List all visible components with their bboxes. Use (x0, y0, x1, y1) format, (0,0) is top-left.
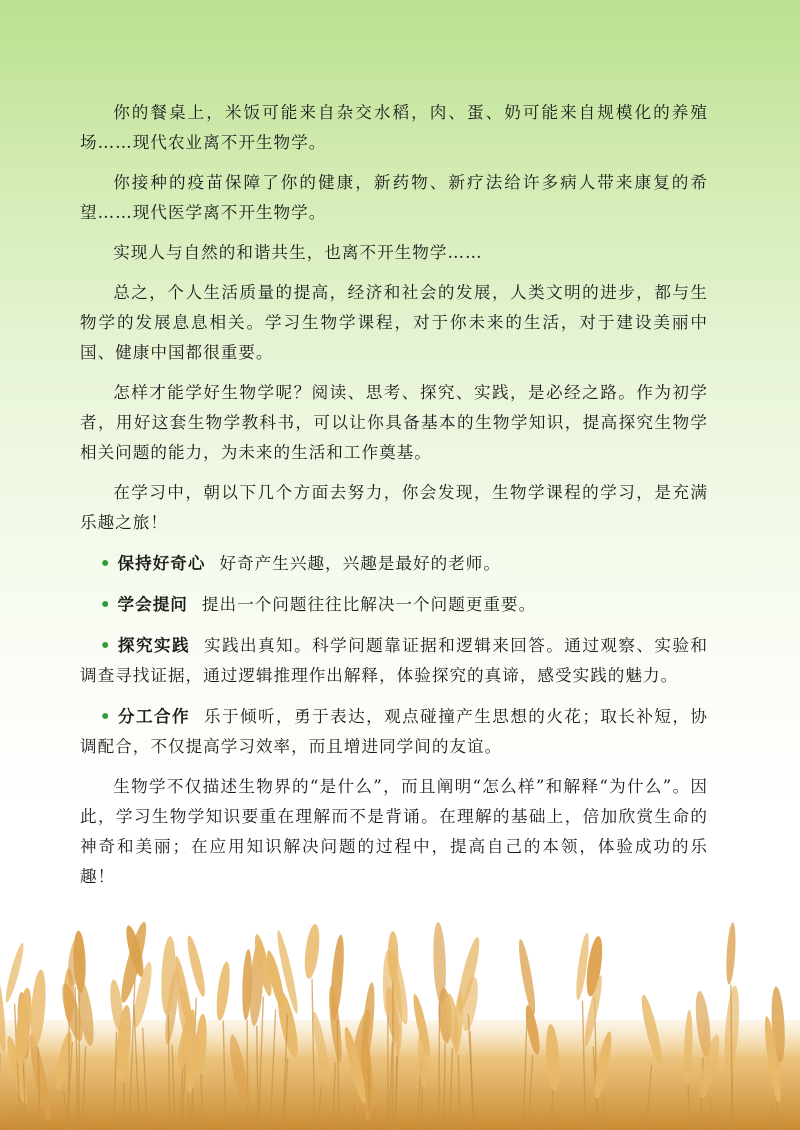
paragraph-agriculture: 你的餐桌上，米饭可能来自杂交水稻，肉、蛋、奶可能来自规模化的养殖场……现代农业离不开生物学。 (80, 103, 708, 152)
paragraph-how-to-learn: 怎样才能学好生物学呢？阅读、思考、探究、实践，是必经之路。作为初学者，用好这套生物学教科书，可以让你具备基本的生物学知识，提高探究生物学相关问题的能力，为未来的生活和工作奠基。 (80, 383, 708, 462)
paragraph-summary: 总之，个人生活质量的提高，经济和社会的发展，人类文明的进步，都与生物学的发展息息相关。学习生物学课程，对于你未来的生活，对于建设美丽中国、健康中国都很重要。 (80, 283, 708, 362)
preface-text (80, 98, 708, 902)
bullet-item-teamwork (80, 701, 708, 762)
bullet-dot-icon: • (99, 635, 112, 655)
wheat-field-image (0, 900, 800, 1130)
bullet-title: 保持好奇心 (117, 554, 206, 573)
paragraph-closing: 生物学不仅描述生物界的“是什么”，而且阐明“怎么样”和解释“为什么”。因此，学习生物学知识要重在理解而不是背诵。在理解的基础上，倍加欣赏生命的神奇和美丽；在应用知识解决问题的过程中，提高自己的本领，体验成功的乐趣！ (80, 777, 708, 886)
paragraph-nature: 实现人与自然的和谐共生，也离不开生物学…… (113, 243, 483, 262)
bullet-dot-icon: • (99, 706, 112, 726)
bullet-item-questioning (80, 589, 708, 620)
bullet-text: 乐于倾听，勇于表达，观点碰撞产生思想的火花；取长补短，协调配合，不仅提高学习效率，而且增进同学间的友谊。 (80, 707, 709, 756)
bullet-item-curiosity (80, 548, 708, 579)
bullet-text: 好奇产生兴趣，兴趣是最好的老师。 (219, 554, 501, 573)
paragraph-medicine: 你接种的疫苗保障了你的健康，新药物、新疗法给许多病人带来康复的希望……现代医学离不开生物学。 (80, 173, 708, 222)
bullet-title: 学会提问 (117, 595, 188, 614)
bullet-text: 实践出真知。科学问题靠证据和逻辑来回答。通过观察、实验和调查寻找证据，通过逻辑推理作出解释，体验探究的真谛，感受实践的魅力。 (80, 636, 709, 685)
bullet-title: 分工合作 (117, 707, 190, 726)
bullet-dot-icon: • (99, 553, 112, 573)
bullet-title: 探究实践 (117, 636, 190, 655)
bullet-text: 提出一个问题往往比解决一个问题更重要。 (201, 595, 537, 614)
bullet-item-inquiry (80, 630, 708, 691)
paragraph-directions: 在学习中，朝以下几个方面去努力，你会发现，生物学课程的学习，是充满乐趣之旅！ (80, 483, 708, 532)
bullet-dot-icon: • (99, 594, 112, 614)
